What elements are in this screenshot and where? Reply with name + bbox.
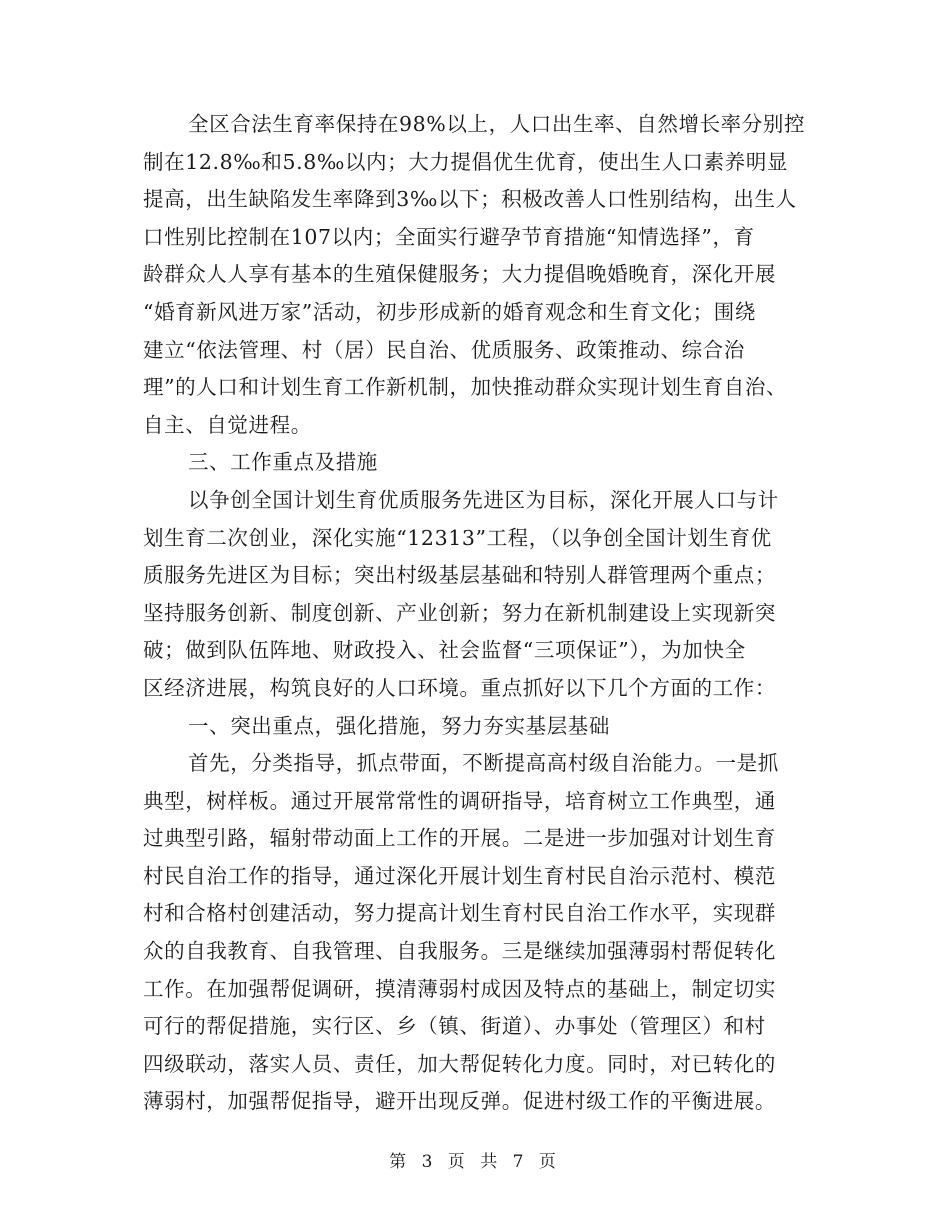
text-line: 四级联动，落实人员、责任，加大帮促转化力度。同时，对已转化的 bbox=[143, 1051, 776, 1076]
text-line: 破；做到队伍阵地、财政投入、社会监督“三项保证”），为加快全 bbox=[143, 638, 746, 663]
text-line: 一、突出重点，强化措施，努力夯实基层基础 bbox=[188, 713, 610, 738]
text-line: 理”的人口和计划生育工作新机制，加快推动群众实现计划生育自治、 bbox=[143, 375, 788, 400]
page-footer: 第 3 页 共 7 页 bbox=[389, 1152, 561, 1172]
text-line: 首先，分类指导，抓点带面，不断提高高村级自治能力。一是抓 bbox=[188, 751, 779, 776]
text-line: 村民自治工作的指导，通过深化开展计划生育村民自治示范村、模范 bbox=[143, 863, 776, 888]
text-line: 自主、自觉进程。 bbox=[143, 412, 312, 437]
text-line: 质服务先进区为目标；突出村级基层基础和特别人群管理两个重点； bbox=[143, 563, 776, 588]
text-line: 可行的帮促措施，实行区、乡（镇、街道）、办事处（管理区）和村 bbox=[143, 1014, 766, 1039]
text-line: 以争创全国计划生育优质服务先进区为目标，深化开展人口与计 bbox=[188, 487, 779, 512]
text-line: “婚育新风进万家”活动，初步形成新的婚育观念和生育文化；围绕 bbox=[143, 299, 756, 324]
text-line: 区经济进展，构筑良好的人口环境。重点抓好以下几个方面的工作： bbox=[143, 675, 776, 700]
text-line: 口性别比控制在107以内；全面实行避孕节育措施“知情选择”，育 bbox=[143, 224, 755, 249]
text-line: 工作。在加强帮促调研，摸清薄弱村成因及特点的基础上，制定切实 bbox=[143, 976, 776, 1001]
text-line: 薄弱村，加强帮促指导，避开出现反弹。促进村级工作的平衡进展。 bbox=[143, 1089, 776, 1114]
text-line: 村和合格村创建活动，努力提高计划生育村民自治工作水平，实现群 bbox=[143, 901, 776, 926]
text-line: 划生育二次创业，深化实施“12313”工程，（以争创全国计划生育优 bbox=[143, 525, 772, 550]
text-line: 龄群众人人享有基本的生殖保健服务；大力提倡晚婚晚育，深化开展 bbox=[143, 262, 776, 287]
text-line: 典型，树样板。通过开展常常性的调研指导，培育树立工作典型，通 bbox=[143, 788, 776, 813]
text-line: 全区合法生育率保持在98%以上，人口出生率、自然增长率分别控 bbox=[188, 112, 806, 136]
document-body bbox=[143, 106, 808, 1121]
text-line: 众的自我教育、自我管理、自我服务。三是继续加强薄弱村帮促转化 bbox=[143, 939, 776, 964]
text-line: 三、工作重点及措施 bbox=[188, 450, 378, 475]
text-line: 制在12.8‰和5.8‰以内；大力提倡优生优育，使出生人口素养明显 bbox=[143, 149, 789, 174]
text-line: 提高，出生缺陷发生率降到3‰以下；积极改善人口性别结构，出生人 bbox=[143, 187, 797, 212]
text-line: 建立“依法管理、村（居）民自治、优质服务、政策推动、综合治 bbox=[143, 337, 745, 362]
text-line: 过典型引路，辐射带动面上工作的开展。二是进一步加强对计划生育 bbox=[143, 826, 776, 851]
text-line: 坚持服务创新、制度创新、产业创新；努力在新机制建设上实现新突 bbox=[143, 600, 776, 625]
